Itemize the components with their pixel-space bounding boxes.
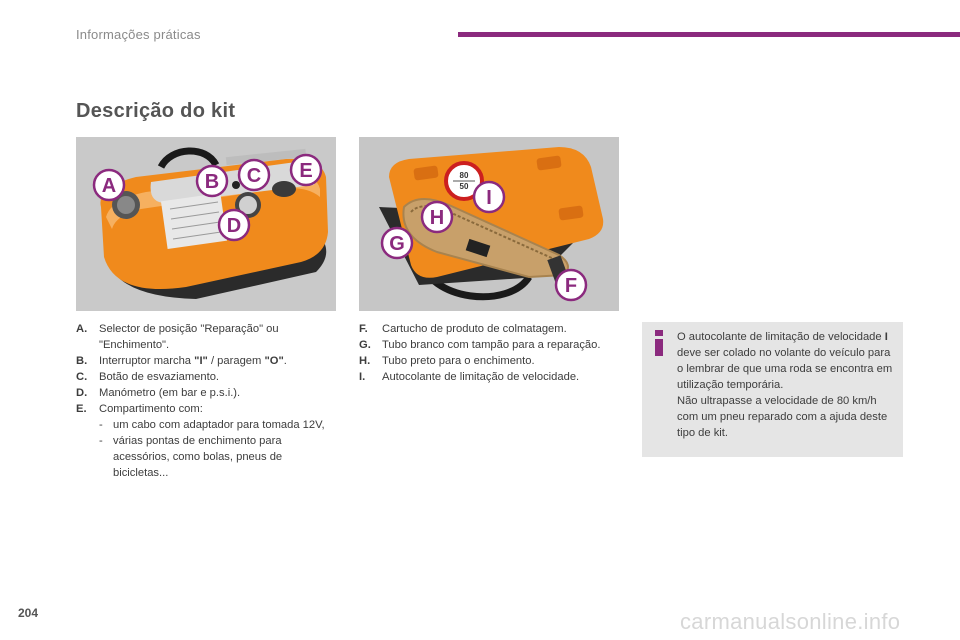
callout-c: C	[246, 165, 262, 187]
callout-h: H	[429, 207, 445, 229]
kit-case-figure	[359, 137, 619, 311]
compressor-figure	[76, 137, 336, 311]
legend-text: Interruptor marcha "I" / paragem "O".	[99, 355, 287, 367]
legend-text: Selector de posição "Reparação" ou "Enchimento".	[99, 323, 279, 351]
callout-b: B	[204, 171, 220, 193]
sticker-bottom-value: 50	[459, 182, 469, 191]
callout-a: A	[101, 175, 117, 197]
info-icon	[652, 330, 666, 356]
section-title: Informações práticas	[76, 27, 201, 42]
legend-item-e	[76, 401, 326, 481]
callout-i: I	[486, 187, 492, 209]
legend-key: H.	[359, 355, 371, 367]
legend-text: Compartimento com: - um cabo com adaptador para tomada 12V, - várias pontas de enchimento para acessórios, como bolas, pneus de bicicletas...	[99, 403, 325, 479]
legend-case	[359, 321, 619, 385]
page-number: 204	[18, 606, 39, 620]
section-accent-bar	[458, 32, 960, 37]
legend-text: Manómetro (em bar e p.s.i.).	[99, 387, 241, 399]
legend-text: Botão de esvaziamento.	[99, 371, 220, 383]
legend-item-d	[76, 385, 326, 401]
legend-item-i	[359, 369, 619, 385]
page-title: Descrição do kit	[76, 100, 236, 122]
legend-key: B.	[76, 355, 88, 367]
callout-f: F	[564, 275, 578, 297]
legend-subitem: - um cabo com adaptador para tomada 12V,	[99, 419, 325, 431]
legend-item-c	[76, 369, 326, 385]
legend-key: I.	[359, 371, 366, 383]
legend-compressor	[76, 321, 326, 481]
legend-text: Tubo preto para o enchimento.	[382, 355, 535, 367]
legend-item-f	[359, 321, 619, 337]
info-text: O autocolante de limitação de velocidade I deve ser colado no volante do veículo para o lembrar de que uma roda se encontra em utilização temporária. Não ultrapasse a velocidade de 80 km/h com um pneu reparado com a ajuda deste tipo de kit.	[677, 331, 893, 439]
legend-text: Autocolante de limitação de velocidade.	[382, 371, 580, 383]
legend-key: G.	[359, 339, 371, 351]
legend-item-g	[359, 337, 619, 353]
legend-key: D.	[76, 387, 88, 399]
legend-item-b	[76, 353, 326, 369]
legend-key: F.	[359, 323, 368, 335]
compressor-illustration	[76, 137, 336, 311]
legend-key: E.	[76, 403, 87, 415]
info-box	[642, 322, 903, 457]
legend-key: C.	[76, 371, 88, 383]
legend-item-h	[359, 353, 619, 369]
callout-e: E	[299, 160, 313, 182]
kit-case-illustration	[359, 137, 619, 311]
legend-subitem: - várias pontas de enchimento para acessórios, como bolas, pneus de bicicletas...	[99, 435, 283, 479]
legend-item-a	[76, 321, 326, 353]
callout-g: G	[389, 233, 405, 255]
sticker-top-value: 80	[459, 171, 469, 180]
legend-text: Tubo branco com tampão para a reparação.	[382, 339, 601, 351]
callout-d: D	[226, 215, 242, 237]
watermark: carmanualsonline.info	[680, 609, 901, 634]
legend-text: Cartucho de produto de colmatagem.	[382, 323, 567, 335]
legend-key: A.	[76, 323, 88, 335]
